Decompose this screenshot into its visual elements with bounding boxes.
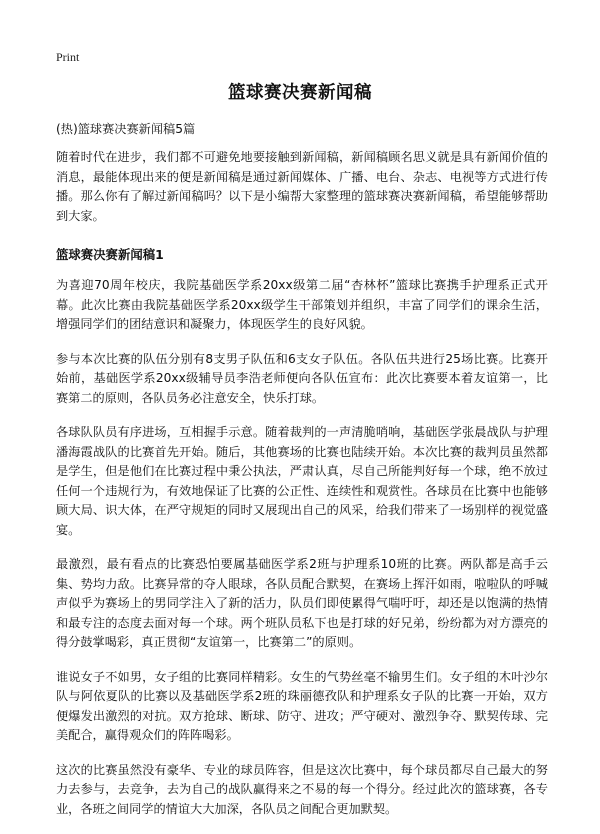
paragraph-2: 参与本次比赛的队伍分别有8支男子队伍和6支女子队伍。各队伍共进行25场比赛。比赛开始前，基础医学系20xx级辅导员李浩老师便向各队伍宣布：此次比赛要本着友谊第一，比赛第二的原则，各队员务必注意安全，快乐打球。 xyxy=(56,351,548,405)
intro-paragraph: 随着时代在进步，我们都不可避免地要接触到新闻稿，新闻稿顾名思义就是具有新闻价值的消息，最能体现出来的便是新闻稿是通过新闻媒体、广播、电台、杂志、电视等方式进行传播。那么你有了解过新闻稿吗？以下是小编帮大家整理的篮球赛决赛新闻稿，希望能够帮助到大家。 xyxy=(56,150,548,223)
paragraph-4: 最激烈，最有看点的比赛恐怕要属基础医学系2班与护理系10班的比赛。两队都是高手云集、势均力敌。比赛异常的夺人眼球，各队员配合默契，在赛场上挥汗如雨，啦啦队的呼喊声似乎为赛场上的男同学注入了新的活力，队员们即使累得气喘吁吁，却还是以饱满的热情和最专注的态度去面对每一个球。两个班队员私下也是打球的好兄弟，纷纷都为对方漂亮的得分鼓掌喝彩，真正贯彻“友谊第一，比赛第二”的原则。 xyxy=(56,557,548,649)
subtitle: (热)篮球赛决赛新闻稿5篇 xyxy=(56,122,196,136)
paragraph-6: 这次的比赛虽然没有豪华、专业的球员阵容，但是这次比赛中，每个球员都尽自己最大的努力去参与，去竞争，去为自己的战队赢得来之不易的每一个得分。经过此次的篮球赛，各专业，各班之间同学的情谊大大加深，各队员之间配合更加默契。 xyxy=(56,762,548,816)
section-heading: 篮球赛决赛新闻稿1 xyxy=(56,247,164,262)
page-title: 篮球赛决赛新闻稿 xyxy=(228,83,372,103)
paragraph-5: 谁说女子不如男，女子组的比赛同样精彩。女生的气势丝毫不输男生们。女子组的木叶沙尔队与阿依夏队的比赛以及基础医学系2班的珠丽德孜队和护理系女子队的比赛一开始，双方便爆发出激烈的对抗。双方抢球、断球、防守、进攻；严守硬对、激烈争夺、默契传球、完美配合，赢得观众们的阵阵喝彩。 xyxy=(56,669,548,742)
paragraph-3: 各球队队员有序进场，互相握手示意。随着裁判的一声清脆哨响，基础医学张晨战队与护理潘海霞战队的比赛首先开始。随后，其他赛场的比赛也陆续开始。本次比赛的裁判员虽然都是学生，但是他们在比赛过程中秉公执法，严肃认真，尽自己所能判好每一个球，绝不放过任何一个违规行为，有效地保证了比赛的公正性、连续性和观赏性。各球员在比赛中也能够顾大局、识大体，在严守规矩的同时又展现出自己的风采，给我们带来了一场别样的视觉盛宴。 xyxy=(56,425,548,537)
print-link[interactable]: Print xyxy=(56,50,80,64)
paragraph-1: 为喜迎70周年校庆，我院基础医学系20xx级第二届“杏林杯”篮球比赛携手护理系正式开幕。此次比赛由我院基础医学系20xx级学生干部策划并组织，丰富了同学们的课余生活，增强同学们的团结意识和凝聚力，体现医学生的良好风貌。 xyxy=(56,278,548,331)
article-body xyxy=(56,148,548,834)
